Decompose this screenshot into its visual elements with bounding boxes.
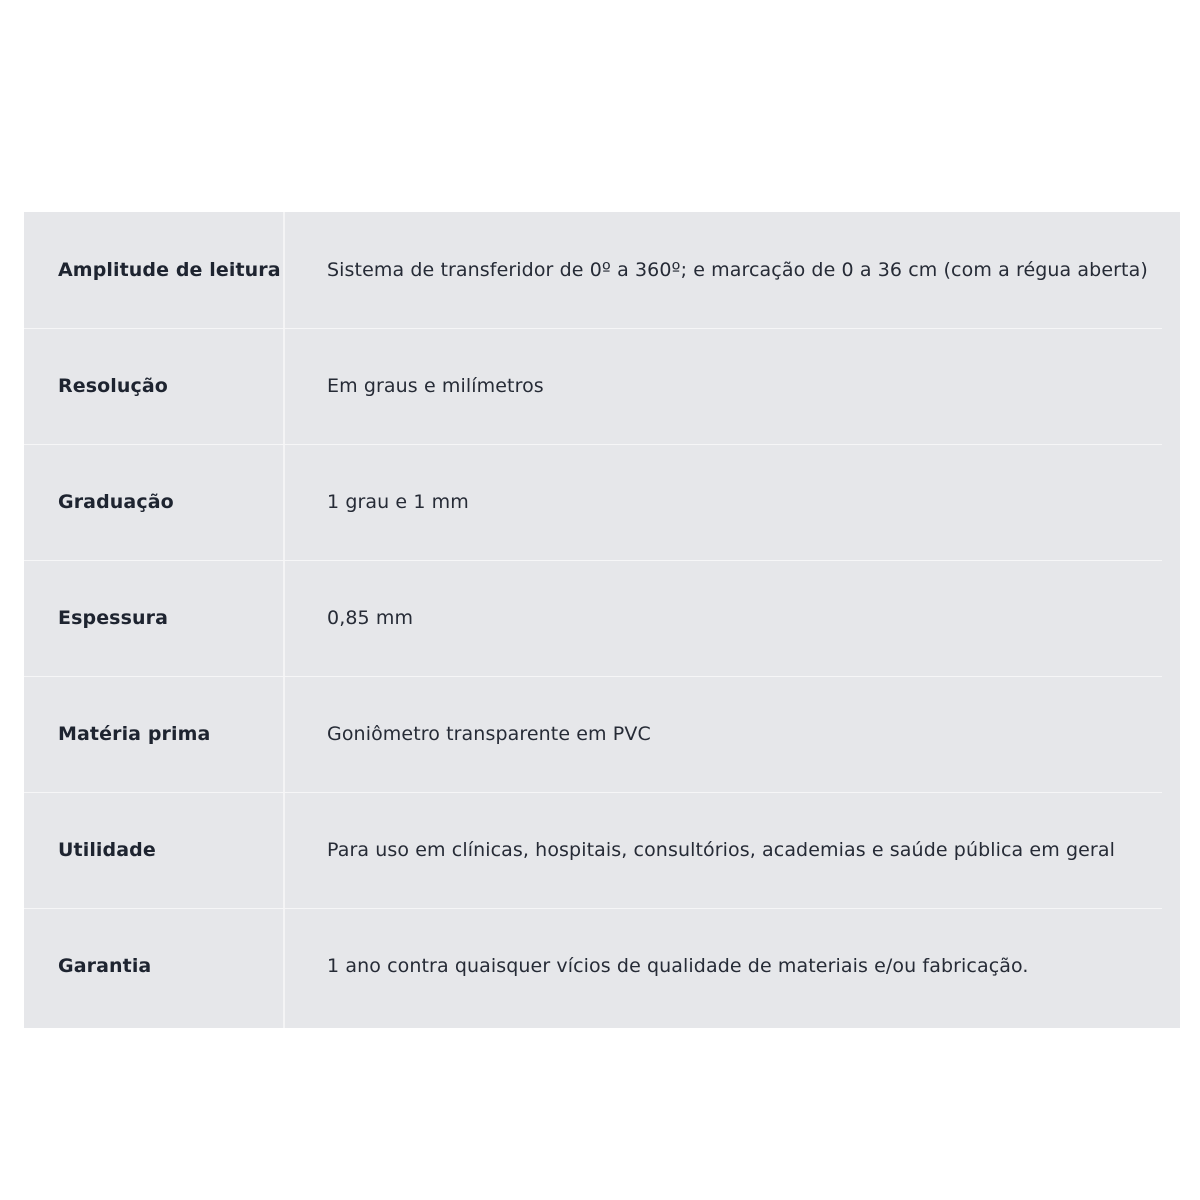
spec-label: Amplitude de leitura (58, 259, 281, 281)
spec-label: Resolução (58, 375, 168, 397)
spec-label: Graduação (58, 491, 174, 513)
spec-label: Espessura (58, 607, 169, 629)
spec-value: 1 ano contra quaisquer vícios de qualidade de materiais e/ou fabricação. (327, 955, 1029, 977)
spec-row-espessura (24, 560, 1180, 676)
spec-value: Para uso em clínicas, hospitais, consultórios, academias e saúde pública em geral (327, 839, 1115, 861)
spec-row-utilidade (24, 792, 1180, 908)
spec-label: Matéria prima (58, 723, 211, 745)
spec-row-resolucao (24, 328, 1180, 444)
spec-row-materia-prima (24, 676, 1180, 792)
specifications-table (24, 212, 1180, 1028)
spec-value: Em graus e milímetros (327, 375, 544, 397)
spec-value: 0,85 mm (327, 607, 414, 629)
spec-value: Goniômetro transparente em PVC (327, 723, 651, 745)
spec-row-amplitude (24, 212, 1180, 328)
spec-row-graduacao (24, 444, 1180, 560)
spec-label: Garantia (58, 955, 152, 977)
spec-label: Utilidade (58, 839, 156, 861)
spec-row-garantia (24, 908, 1180, 1024)
spec-value: Sistema de transferidor de 0º a 360º; e marcação de 0 a 36 cm (com a régua aberta) (327, 259, 1148, 281)
spec-value: 1 grau e 1 mm (327, 491, 469, 513)
